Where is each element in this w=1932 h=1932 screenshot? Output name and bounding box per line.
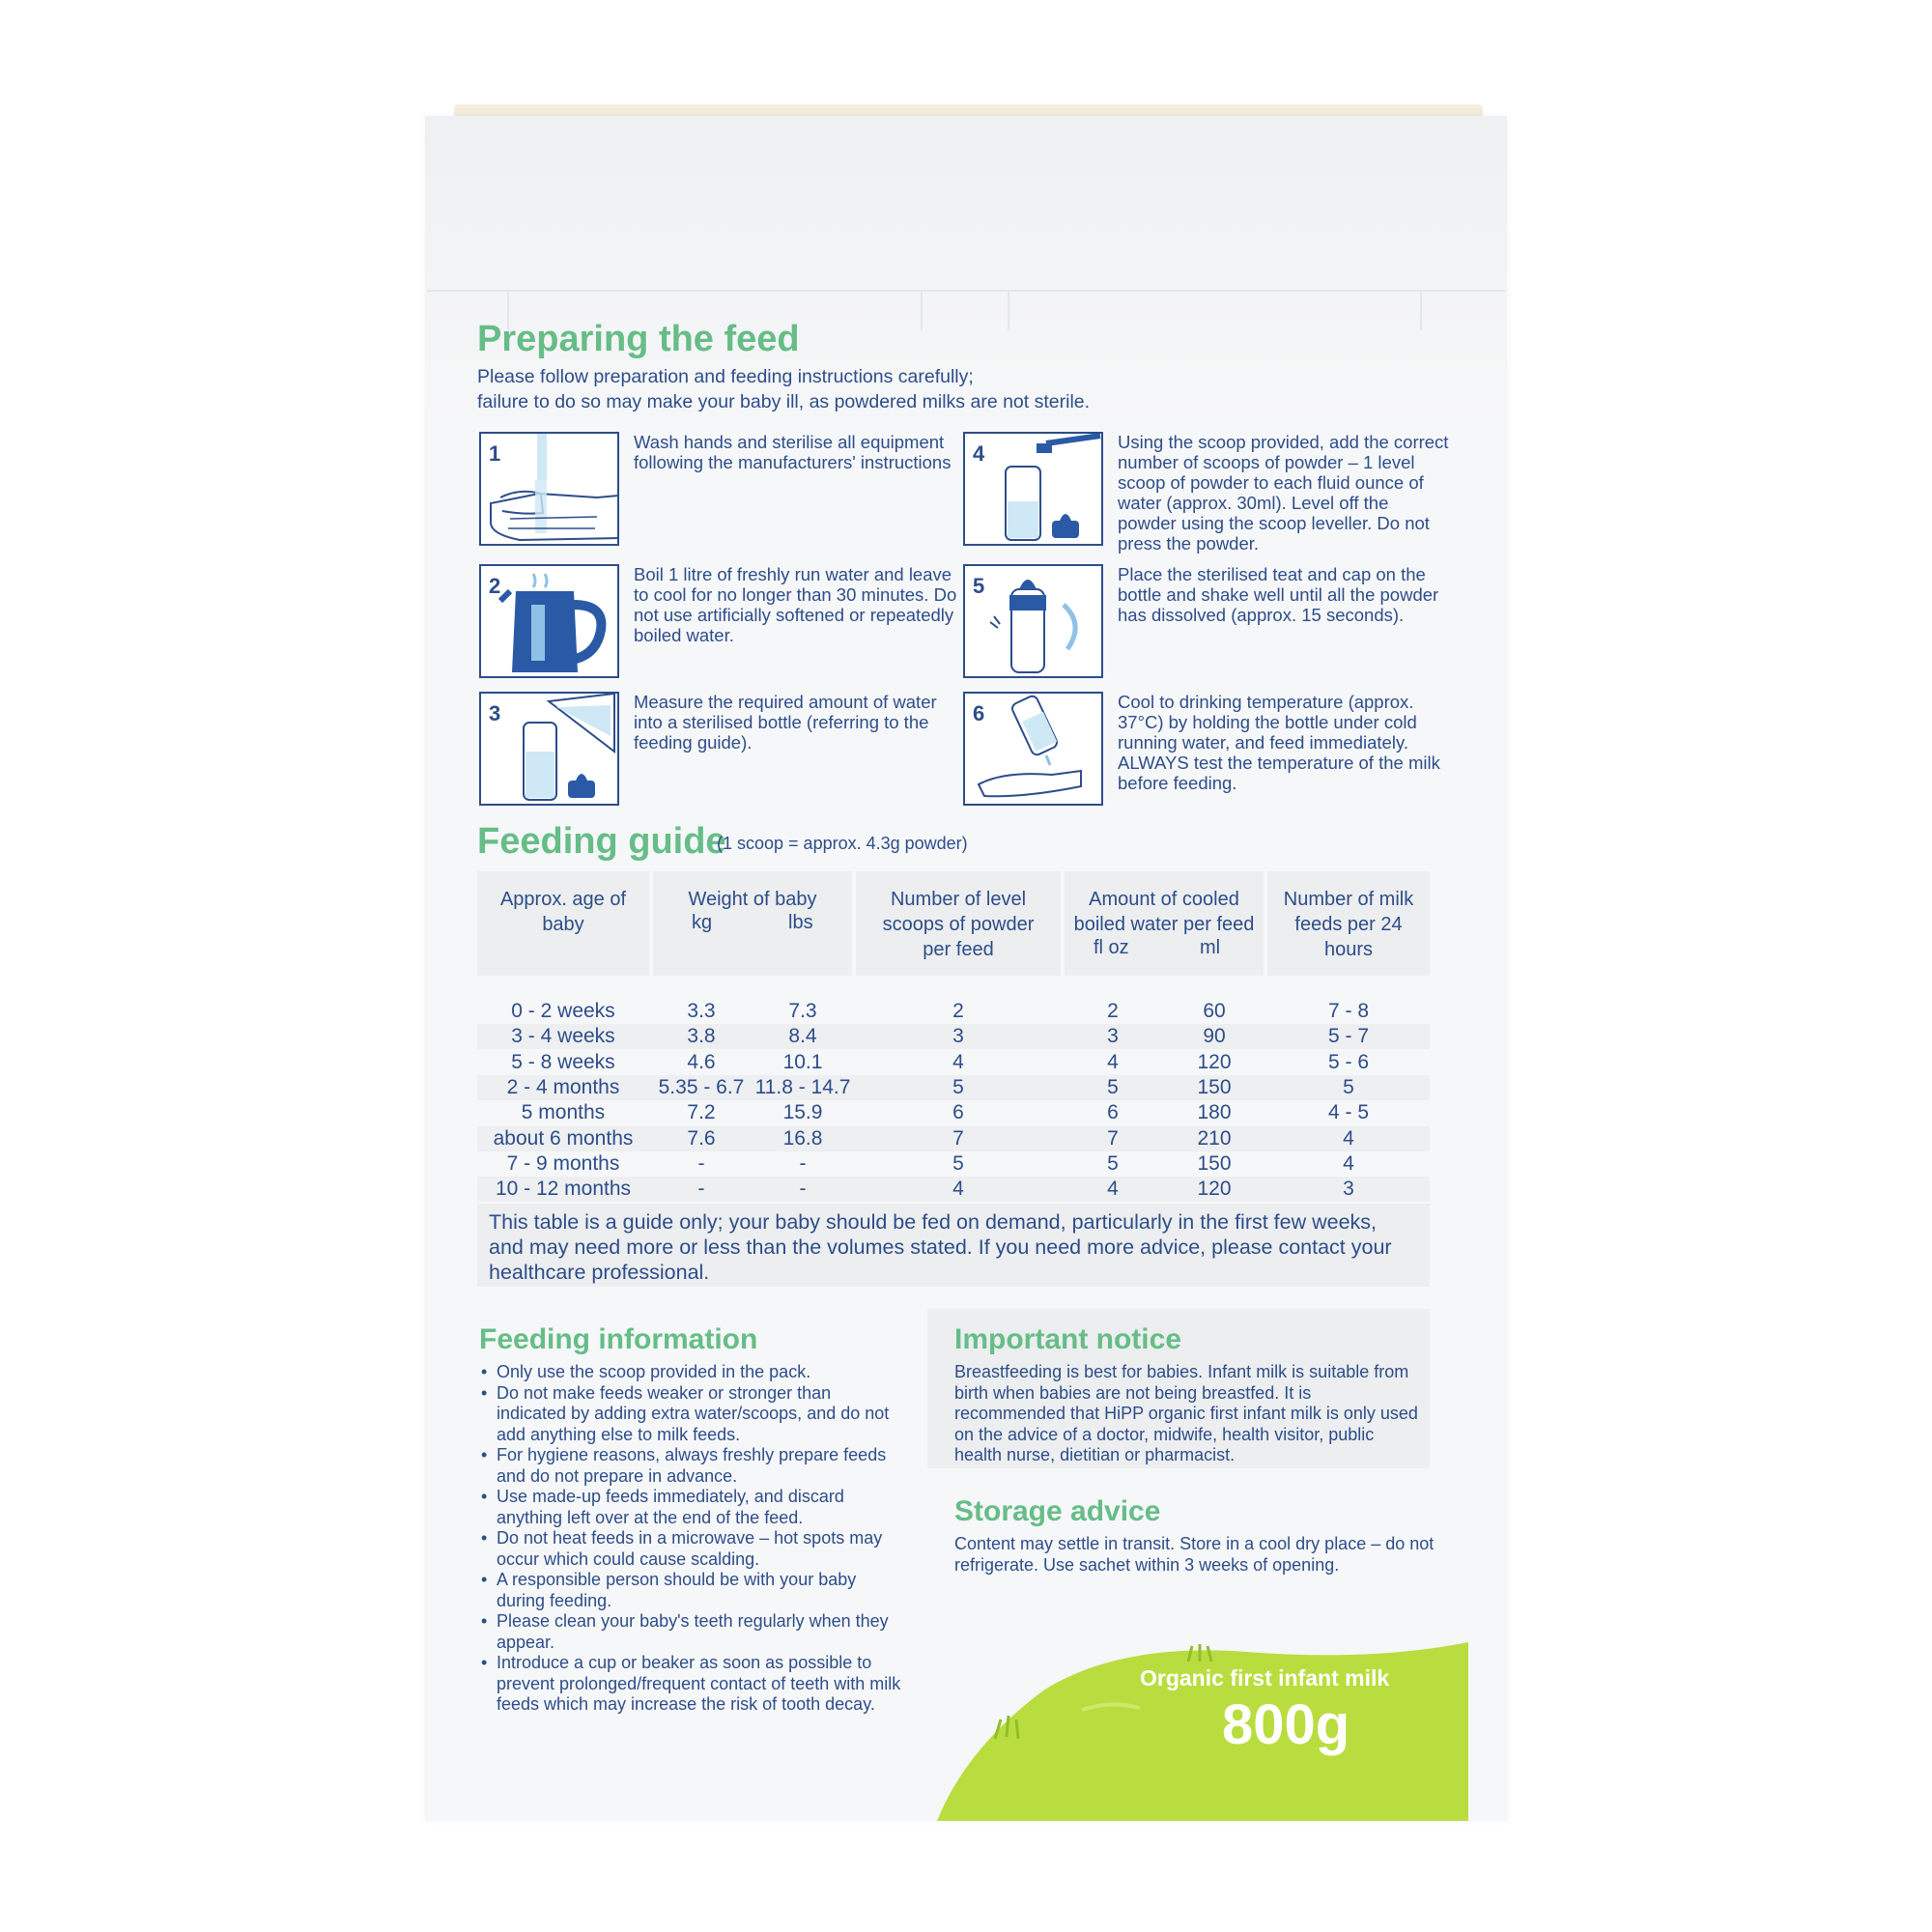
product-name: Organic first infant milk	[1140, 1665, 1390, 1690]
table-cell-scoops: 5	[952, 1151, 964, 1175]
table-cell-ml: 150	[1197, 1075, 1232, 1098]
header-feeds	[1267, 871, 1430, 976]
step-5	[963, 564, 1446, 680]
step-text: Wash hands and sterilise all equipment following the manufacturers' instructions	[634, 432, 952, 472]
step-4	[963, 432, 1449, 554]
header-ml: ml	[1200, 937, 1221, 958]
table-cell-feeds: 4	[1343, 1126, 1354, 1150]
header-scoops	[856, 871, 1061, 976]
table-row	[477, 999, 1430, 1024]
feeding-guide-subtitle: (1 scoop = approx. 4.3g powder)	[717, 834, 968, 853]
step-number: 4	[973, 441, 985, 466]
table-cell-lbs: -	[799, 1178, 807, 1201]
table-cell-feeds: 7 - 8	[1327, 1000, 1370, 1022]
table-cell-floz: 6	[1107, 1101, 1119, 1124]
step-number: 6	[973, 701, 985, 725]
table-cell-scoops: 2	[952, 1000, 964, 1022]
table-cell-ml: 180	[1197, 1101, 1232, 1124]
table-cell-lbs: 8.4	[788, 1025, 817, 1048]
kettle-icon	[479, 564, 619, 678]
flap-notch	[1420, 290, 1422, 330]
table-cell-scoops: 4	[952, 1050, 964, 1073]
table-cell-ml: 90	[1203, 1025, 1226, 1048]
table-cell-feeds: 4	[1343, 1151, 1354, 1175]
table-cell-kg: -	[697, 1178, 705, 1201]
feeding-guide-note: This table is a guide only; your baby should be fed on demand, particularly in the first few weeks, and may need more or less than the volumes stated. If you need more advice, please contact your healthcare professional.	[489, 1210, 1392, 1284]
flap-notch	[1008, 290, 1009, 330]
storage-advice-text: Content may settle in transit. Store in a cool dry place – do not refrigerate. Use sachet within 3 weeks of opening.	[954, 1534, 1435, 1575]
header-water-label: Amount of cooled boiled water per feed	[1073, 889, 1255, 935]
table-cell-scoops: 6	[952, 1101, 964, 1124]
feeding-info-title: Feeding information	[479, 1323, 758, 1355]
table-cell-scoops: 7	[952, 1126, 964, 1150]
flap-notch	[921, 290, 923, 330]
table-cell-ml: 150	[1197, 1151, 1232, 1175]
table-cell-age: 5 months	[521, 1101, 606, 1124]
list-item: • A responsible person should be with your baby during feeding.	[479, 1570, 904, 1611]
table-row	[477, 1050, 1430, 1075]
important-notice-text: Breastfeeding is best for babies. Infant milk is suitable from birth when babies are not being breastfed. It is recommended that HiPP organic first infant milk is only used on the advice of a doctor, midwife, health visitor, public health nurse, dietitian or pharmacist.	[954, 1362, 1418, 1464]
table-cell-ml: 120	[1197, 1178, 1232, 1201]
table-cell-age: 10 - 12 months	[495, 1178, 632, 1201]
table-cell-floz: 5	[1107, 1075, 1119, 1098]
table-cell-floz: 2	[1107, 1000, 1119, 1022]
table-row	[477, 1151, 1430, 1177]
step-text: Cool to drinking temperature (approx. 37°C) by holding the bottle under cold running water, and feed immediately. ALWAYS test the temperature of the milk before feeding.	[1118, 692, 1440, 793]
table-cell-kg: 4.6	[687, 1050, 716, 1073]
table-cell-age: 7 - 9 months	[506, 1151, 620, 1175]
list-item: • Use made-up feeds immediately, and discard anything left over at the end of the feed.	[479, 1487, 904, 1528]
list-item: • Do not heat feeds in a microwave – hot spots may occur which could cause scalding.	[479, 1528, 904, 1570]
header-lbs: lbs	[788, 912, 813, 933]
table-cell-kg: -	[697, 1151, 705, 1175]
table-cell-feeds: 5 - 6	[1327, 1050, 1370, 1073]
table-cell-floz: 7	[1107, 1126, 1119, 1150]
header-scoops-label: Number of level scoops of powder per feed	[882, 889, 1035, 960]
table-cell-ml: 120	[1197, 1050, 1232, 1073]
table-cell-age: 3 - 4 weeks	[511, 1025, 615, 1048]
table-cell-scoops: 4	[952, 1178, 964, 1201]
table-cell-lbs: 11.8 - 14.7	[754, 1075, 851, 1098]
table-cell-feeds: 4 - 5	[1327, 1101, 1370, 1124]
test-temperature-icon	[963, 692, 1103, 806]
header-floz: fl oz	[1094, 937, 1129, 958]
step-3	[479, 692, 962, 808]
preparing-intro	[477, 364, 1347, 414]
table-cell-kg: 3.3	[687, 1000, 716, 1022]
flap-fold-line	[427, 290, 1505, 301]
table-row	[477, 1177, 1430, 1202]
storage-advice-title: Storage advice	[954, 1495, 1161, 1527]
table-cell-lbs: 16.8	[782, 1126, 823, 1150]
measure-water-icon	[479, 692, 619, 806]
table-cell-lbs: 7.3	[788, 1000, 817, 1022]
header-kg: kg	[692, 912, 713, 933]
header-weight	[653, 871, 852, 976]
preparing-title: Preparing the feed	[477, 319, 800, 359]
table-cell-scoops: 3	[952, 1025, 964, 1048]
step-2	[479, 564, 962, 680]
header-age-label: Approx. age of baby	[499, 889, 627, 935]
table-cell-feeds: 5	[1343, 1075, 1354, 1098]
wash-hands-icon	[479, 432, 619, 546]
table-cell-kg: 7.2	[687, 1101, 716, 1124]
header-weight-label: Weight of baby	[688, 889, 817, 910]
table-cell-floz: 4	[1107, 1178, 1119, 1201]
table-cell-floz: 5	[1107, 1151, 1119, 1175]
table-cell-age: 0 - 2 weeks	[511, 1000, 615, 1022]
list-item: • Only use the scoop provided in the pack.	[479, 1362, 904, 1383]
step-number: 5	[973, 574, 985, 598]
preparing-intro-line-2: failure to do so may make your baby ill, as powdered milks are not sterile.	[477, 391, 1091, 412]
step-6	[963, 692, 1446, 808]
step-text: Boil 1 litre of freshly run water and leave to cool for no longer than 30 minutes. Do not use artificially softened or repeatedly boiled water.	[634, 564, 957, 645]
step-1	[479, 432, 962, 548]
add-scoop-icon	[963, 432, 1103, 546]
step-number: 1	[489, 441, 501, 466]
table-cell-kg: 7.6	[687, 1126, 716, 1150]
step-number: 3	[489, 701, 501, 725]
preparing-intro-line-1: Please follow preparation and feeding instructions carefully;	[477, 366, 974, 387]
table-cell-age: about 6 months	[493, 1126, 634, 1150]
step-text: Measure the required amount of water into a sterilised bottle (referring to the feeding guide).	[634, 692, 937, 753]
feeding-info-list	[479, 1362, 904, 1716]
table-cell-lbs: 10.1	[782, 1050, 823, 1073]
header-feeds-label: Number of milk feeds per 24 hours	[1283, 889, 1414, 960]
feeding-guide-note-box	[477, 1204, 1430, 1287]
table-row	[477, 1024, 1430, 1049]
table-cell-scoops: 5	[952, 1075, 964, 1098]
table-cell-floz: 4	[1107, 1050, 1119, 1073]
table-cell-kg: 3.8	[687, 1025, 716, 1048]
table-row	[477, 1100, 1430, 1125]
important-notice-title: Important notice	[954, 1323, 1182, 1355]
table-cell-lbs: -	[799, 1151, 807, 1175]
table-cell-floz: 3	[1107, 1025, 1119, 1048]
shake-bottle-icon	[963, 564, 1103, 678]
table-cell-lbs: 15.9	[782, 1101, 823, 1124]
list-item: • Introduce a cup or beaker as soon as possible to prevent prolonged/frequent contact of teeth with milk feeds which may increase the risk of tooth decay.	[479, 1653, 904, 1716]
table-row	[477, 1075, 1430, 1100]
list-item: • For hygiene reasons, always freshly prepare feeds and do not prepare in advance.	[479, 1445, 904, 1487]
table-cell-feeds: 5 - 7	[1327, 1025, 1370, 1048]
header-water	[1065, 871, 1264, 976]
feeding-guide-title: Feeding guide	[477, 821, 726, 862]
table-cell-kg: 5.35 - 6.7	[658, 1075, 745, 1098]
table-cell-ml: 60	[1203, 1000, 1226, 1022]
table-cell-ml: 210	[1197, 1126, 1232, 1150]
green-brand-blob	[927, 1633, 1468, 1821]
table-cell-age: 5 - 8 weeks	[511, 1050, 615, 1073]
header-age	[477, 871, 649, 976]
product-weight: 800g	[1222, 1693, 1350, 1756]
step-text: Using the scoop provided, add the correct number of scoops of powder – 1 level scoop of powder to each fluid ounce of water (approx. 30ml). Level off the powder using the scoop leveller. Do not press the powder.	[1118, 432, 1449, 554]
list-item: • Please clean your baby's teeth regularly when they appear.	[479, 1611, 904, 1653]
table-cell-feeds: 3	[1343, 1178, 1354, 1201]
step-text: Place the sterilised teat and cap on the bottle and shake well until all the powder has dissolved (approx. 15 seconds).	[1118, 564, 1439, 625]
table-row	[477, 1126, 1430, 1151]
table-cell-age: 2 - 4 months	[506, 1075, 620, 1098]
step-number: 2	[489, 574, 501, 598]
list-item: • Do not make feeds weaker or stronger than indicated by adding extra water/scoops, and do not add anything else to milk feeds.	[479, 1383, 904, 1446]
